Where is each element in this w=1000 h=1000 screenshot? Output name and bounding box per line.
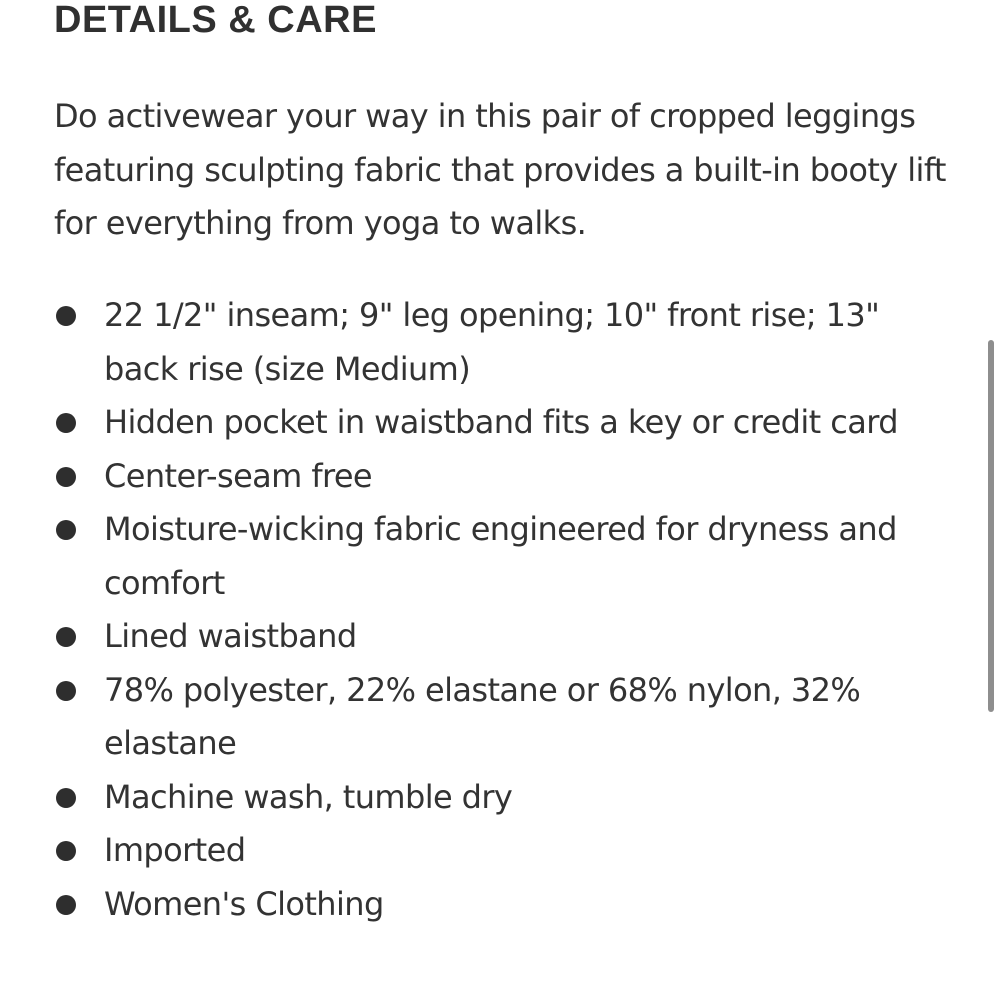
bullet-icon [56,306,76,326]
bullet-icon [56,681,76,701]
list-item-text: Imported [104,831,246,869]
product-description: Do activewear your way in this pair of cropped leggings featuring sculpting fabric that provides a built-in booty lift for everything from yoga to walks. [54,97,946,242]
list-item [54,664,914,771]
list-item [54,396,914,450]
scrollbar-thumb[interactable] [988,340,994,712]
list-item-text: Lined waistband [104,617,357,655]
bullet-icon [56,788,76,808]
list-item-text: 78% polyester, 22% elastane or 68% nylon, 32% elastane [104,670,861,762]
list-item [54,450,914,504]
list-item-text: Hidden pocket in waistband fits a key or credit card [104,403,898,441]
list-item-text: 22 1/2" inseam; 9" leg opening; 10" front rise; 13" back rise (size Medium) [104,296,880,388]
list-item [54,610,914,664]
list-item [54,771,914,825]
bullet-icon [56,895,76,915]
list-item-text: Machine wash, tumble dry [104,777,513,816]
bullet-icon [56,520,76,540]
bullet-icon [56,627,76,647]
list-item [54,824,914,878]
bullet-icon [56,413,76,433]
list-item-text: Moisture-wicking fabric engineered for dryness and comfort [104,510,897,602]
details-list [54,289,914,931]
list-item-text: Center-seam free [104,456,373,495]
section-heading: DETAILS & CARE [54,0,377,41]
list-item-text: Women's Clothing [104,884,384,923]
bullet-icon [56,841,76,861]
bullet-icon [56,467,76,487]
list-item [54,503,914,610]
list-item [54,878,914,932]
list-item [54,289,914,396]
vertical-scrollbar[interactable] [988,340,994,712]
